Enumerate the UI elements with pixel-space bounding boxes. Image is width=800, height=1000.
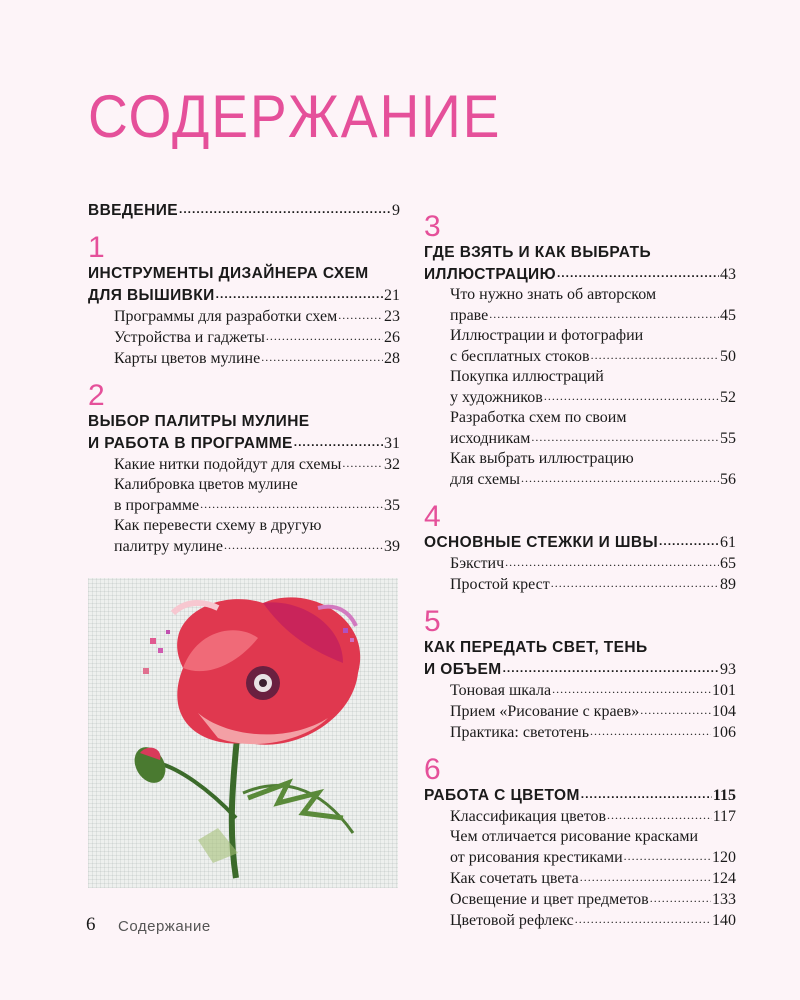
leader-dots bbox=[338, 307, 383, 321]
section-entry[interactable] bbox=[424, 889, 736, 910]
footer-section-label: Содержание bbox=[118, 918, 211, 935]
toc-entry-title: Карты цветов мулине bbox=[114, 350, 261, 367]
leader-dots bbox=[580, 869, 711, 883]
toc-left-column bbox=[88, 200, 400, 557]
toc-entry-title: Тоновая шкала bbox=[450, 682, 552, 699]
chapter-block bbox=[424, 755, 736, 931]
toc-entry-page: 50 bbox=[720, 348, 736, 365]
toc-entry-page: 26 bbox=[384, 329, 400, 346]
cross-stitch-poppy-illustration-icon bbox=[88, 578, 398, 888]
leader-dots bbox=[503, 660, 719, 674]
toc-entry-title: в программе bbox=[114, 497, 200, 514]
toc-entry-page: 39 bbox=[384, 538, 400, 555]
section-title-line: Что нужно знать об авторском bbox=[450, 286, 657, 303]
toc-entry-page: 61 bbox=[720, 534, 736, 551]
toc-entry-title: Бэкстич bbox=[450, 555, 505, 572]
toc-entry-page: 133 bbox=[712, 891, 736, 908]
leader-dots bbox=[551, 575, 719, 589]
section-entry[interactable] bbox=[424, 910, 736, 931]
toc-entry-page: 52 bbox=[720, 389, 736, 406]
chapter-title-entry[interactable] bbox=[424, 659, 736, 680]
toc-chapters-left bbox=[88, 233, 400, 557]
toc-chapters-right bbox=[424, 212, 736, 931]
toc-entry-page: 124 bbox=[712, 870, 736, 887]
toc-entry-title: ИЛЛЮСТРАЦИЮ bbox=[424, 266, 556, 283]
toc-entry-title: РАБОТА С ЦВЕТОМ bbox=[424, 787, 580, 804]
leader-dots bbox=[261, 349, 383, 363]
toc-entry-title: Цветовой рефлекс bbox=[450, 912, 574, 929]
toc-entry-title: от рисования крестиками bbox=[450, 849, 623, 866]
section-title-line: Калибровка цветов мулине bbox=[114, 476, 298, 493]
section-entry[interactable] bbox=[424, 469, 736, 490]
section-title-line: Разработка схем по своим bbox=[450, 409, 627, 426]
chapter-block bbox=[88, 233, 400, 369]
leader-dots bbox=[531, 429, 719, 443]
toc-entry-title: Практика: светотень bbox=[450, 724, 590, 741]
section-entry[interactable] bbox=[88, 454, 400, 475]
toc-entry-title: исходникам bbox=[450, 430, 531, 447]
leader-dots bbox=[342, 455, 383, 469]
toc-entry-title: для схемы bbox=[450, 471, 520, 488]
leader-dots bbox=[200, 496, 383, 510]
leader-dots bbox=[640, 702, 711, 716]
leader-dots bbox=[544, 388, 719, 402]
section-entry[interactable] bbox=[424, 806, 736, 827]
toc-entry-title: Как сочетать цвета bbox=[450, 870, 579, 887]
section-title-line: Чем отличается рисование красками bbox=[450, 828, 699, 845]
section-entry[interactable] bbox=[424, 680, 736, 701]
toc-entry-title: Устройства и гаджеты bbox=[114, 329, 265, 346]
section-entry[interactable] bbox=[88, 536, 400, 557]
chapter-title-entry[interactable] bbox=[424, 532, 736, 553]
chapter-number: 4 bbox=[424, 500, 441, 533]
section-entry[interactable] bbox=[424, 346, 736, 367]
section-title-line: Покупка иллюстраций bbox=[450, 368, 604, 385]
toc-entry-title: Какие нитки подойдут для схемы bbox=[114, 456, 342, 473]
toc-entry-page: 104 bbox=[712, 703, 736, 720]
section-entry[interactable] bbox=[424, 305, 736, 326]
leader-dots bbox=[591, 347, 719, 361]
toc-entry-page: 43 bbox=[720, 266, 736, 283]
toc-entry-page: 89 bbox=[720, 576, 736, 593]
toc-entry-page: 31 bbox=[384, 435, 400, 452]
chapter-number: 1 bbox=[88, 231, 105, 264]
section-entry[interactable] bbox=[88, 495, 400, 516]
section-title-line: Как выбрать иллюстрацию bbox=[450, 450, 634, 467]
chapter-block bbox=[88, 381, 400, 557]
leader-dots bbox=[581, 786, 712, 800]
chapter-block bbox=[424, 212, 736, 490]
toc-entry-page: 106 bbox=[712, 724, 736, 741]
section-entry[interactable] bbox=[424, 387, 736, 408]
chapter-number: 3 bbox=[424, 210, 441, 243]
section-entry[interactable] bbox=[424, 428, 736, 449]
chapter-title-line: ГДЕ ВЗЯТЬ И КАК ВЫБРАТЬ bbox=[424, 244, 652, 261]
toc-entry-title: И РАБОТА В ПРОГРАММЕ bbox=[88, 435, 293, 452]
chapter-title-entry[interactable] bbox=[424, 785, 736, 806]
section-title-line: Иллюстрации и фотографии bbox=[450, 327, 644, 344]
toc-entry-page: 117 bbox=[712, 808, 736, 825]
leader-dots bbox=[557, 265, 719, 279]
chapter-number: 2 bbox=[88, 379, 105, 412]
chapter-title-entry[interactable] bbox=[88, 433, 400, 454]
chapter-block bbox=[424, 607, 736, 743]
leader-dots bbox=[521, 470, 719, 484]
toc-entry-page: 55 bbox=[720, 430, 736, 447]
section-entry[interactable] bbox=[424, 847, 736, 868]
toc-entry-title: Освещение и цвет предметов bbox=[450, 891, 649, 908]
toc-entry-title: Классификация цветов bbox=[450, 808, 607, 825]
toc-entry-page: 35 bbox=[384, 497, 400, 514]
section-entry[interactable] bbox=[424, 722, 736, 743]
leader-dots bbox=[650, 890, 711, 904]
toc-entry-title: Простой крест bbox=[450, 576, 550, 593]
chapter-number: 5 bbox=[424, 605, 441, 638]
toc-entry-page: 28 bbox=[384, 350, 400, 367]
toc-entry-title: с бесплатных стоков bbox=[450, 348, 590, 365]
leader-dots bbox=[590, 723, 711, 737]
section-entry[interactable] bbox=[424, 553, 736, 574]
toc-entry-page: 56 bbox=[720, 471, 736, 488]
chapter-number: 6 bbox=[424, 753, 441, 786]
leader-dots bbox=[659, 533, 719, 547]
toc-right-column bbox=[424, 200, 736, 931]
toc-entry-page: 101 bbox=[712, 682, 736, 699]
section-entry[interactable] bbox=[424, 701, 736, 722]
leader-dots bbox=[489, 306, 719, 320]
toc-entry-title: у художников bbox=[450, 389, 543, 406]
page-title: СОДЕРЖАНИЕ bbox=[88, 83, 502, 150]
leader-dots bbox=[575, 911, 711, 925]
toc-entry-page: 23 bbox=[384, 308, 400, 325]
toc-entry-page: 93 bbox=[720, 661, 736, 678]
toc-entry-title: И ОБЪЕМ bbox=[424, 661, 502, 678]
toc-entry-page: 120 bbox=[712, 849, 736, 866]
toc-entry-title: Прием «Рисование с краев» bbox=[450, 703, 640, 720]
chapter-title-entry[interactable] bbox=[88, 285, 400, 306]
section-entry[interactable] bbox=[88, 306, 400, 327]
leader-dots bbox=[216, 286, 383, 300]
chapter-title-line: КАК ПЕРЕДАТЬ СВЕТ, ТЕНЬ bbox=[424, 639, 648, 656]
section-entry[interactable] bbox=[88, 327, 400, 348]
chapter-title-entry[interactable] bbox=[424, 264, 736, 285]
toc-entry-page: 45 bbox=[720, 307, 736, 324]
footer-page-number: 6 bbox=[86, 914, 96, 935]
leader-dots bbox=[179, 201, 391, 215]
leader-dots bbox=[224, 537, 383, 551]
toc-entry-title: ДЛЯ ВЫШИВКИ bbox=[88, 287, 215, 304]
leader-dots bbox=[607, 807, 712, 821]
chapter-title-line: ВЫБОР ПАЛИТРЫ МУЛИНЕ bbox=[88, 413, 310, 430]
toc-entry-page: 65 bbox=[720, 555, 736, 572]
toc-entry-page: 21 bbox=[384, 287, 400, 304]
poppy-illustration bbox=[88, 578, 398, 888]
chapter-title-line: ИНСТРУМЕНТЫ ДИЗАЙНЕРА СХЕМ bbox=[88, 265, 369, 282]
section-entry[interactable] bbox=[424, 868, 736, 889]
leader-dots bbox=[505, 554, 719, 568]
leader-dots bbox=[266, 328, 383, 342]
toc-entry-title: ВВЕДЕНИЕ bbox=[88, 202, 178, 219]
chapter-block bbox=[424, 502, 736, 595]
toc-entry-title: праве bbox=[450, 307, 489, 324]
toc-entry-page: 140 bbox=[712, 912, 736, 929]
toc-entry-page: 115 bbox=[712, 787, 736, 804]
toc-entry-title: ОСНОВНЫЕ СТЕЖКИ И ШВЫ bbox=[424, 534, 659, 551]
section-title-line: Как перевести схему в другую bbox=[114, 517, 322, 534]
leader-dots bbox=[552, 681, 711, 695]
section-entry[interactable] bbox=[424, 574, 736, 595]
leader-dots bbox=[624, 848, 711, 862]
toc-entry-page: 9 bbox=[392, 202, 400, 219]
toc-entry-page: 32 bbox=[384, 456, 400, 473]
toc-entry-title: палитру мулине bbox=[114, 538, 223, 555]
leader-dots bbox=[294, 434, 383, 448]
section-entry[interactable] bbox=[88, 348, 400, 369]
toc-entry-title: Программы для разработки схем bbox=[114, 308, 338, 325]
toc-entry-intro[interactable] bbox=[88, 200, 400, 221]
